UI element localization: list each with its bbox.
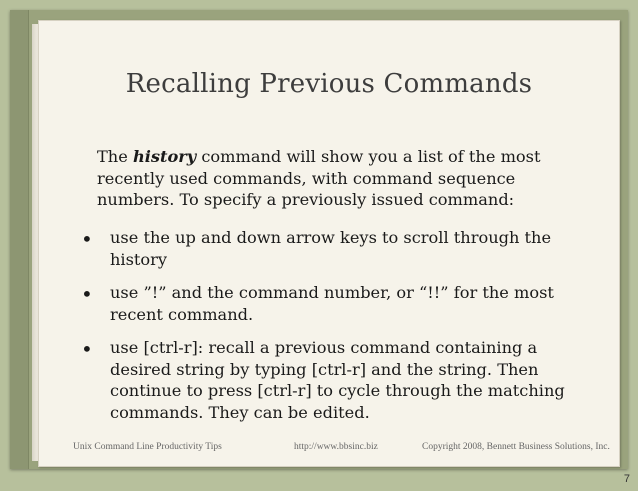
bullet-text: use the up and down arrow keys to scroll through the history	[110, 228, 552, 269]
footer-left: Unix Command Line Productivity Tips	[73, 442, 222, 452]
slide-title: Recalling Previous Commands	[125, 69, 533, 99]
bullet-dot-icon: •	[81, 282, 93, 306]
intro-prefix: The	[97, 147, 133, 166]
bullet-text: use ”!” and the command number, or “!!” for the most recent command.	[110, 283, 554, 324]
bullet-dot-icon: •	[81, 227, 93, 251]
bullet-dot-icon: •	[81, 337, 93, 361]
bullet-text: use [ctrl-r]: recall a previous command containing a desired string by typing [ctrl-r] and the string. Then continue to press [ctrl-r] to cycle through the matching commands. They can be edited.	[110, 338, 565, 422]
page-number: 7	[623, 473, 630, 485]
slide-page	[38, 20, 620, 467]
bullet-item	[79, 282, 579, 325]
book-frame	[10, 10, 628, 469]
footer-center: http://www.bbsinc.biz	[294, 442, 378, 452]
book-binding	[10, 10, 29, 469]
intro-keyword: history	[132, 147, 197, 166]
intro-suffix: command will show you a list of the most recently used commands, with command sequence numbers. To specify a previously issued command:	[97, 147, 541, 209]
bullet-item	[79, 227, 579, 270]
bullet-list	[79, 227, 579, 435]
bullet-item	[79, 337, 579, 423]
intro-paragraph	[97, 146, 567, 211]
footer-right: Copyright 2008, Bennett Business Solutions, Inc.	[422, 442, 610, 452]
